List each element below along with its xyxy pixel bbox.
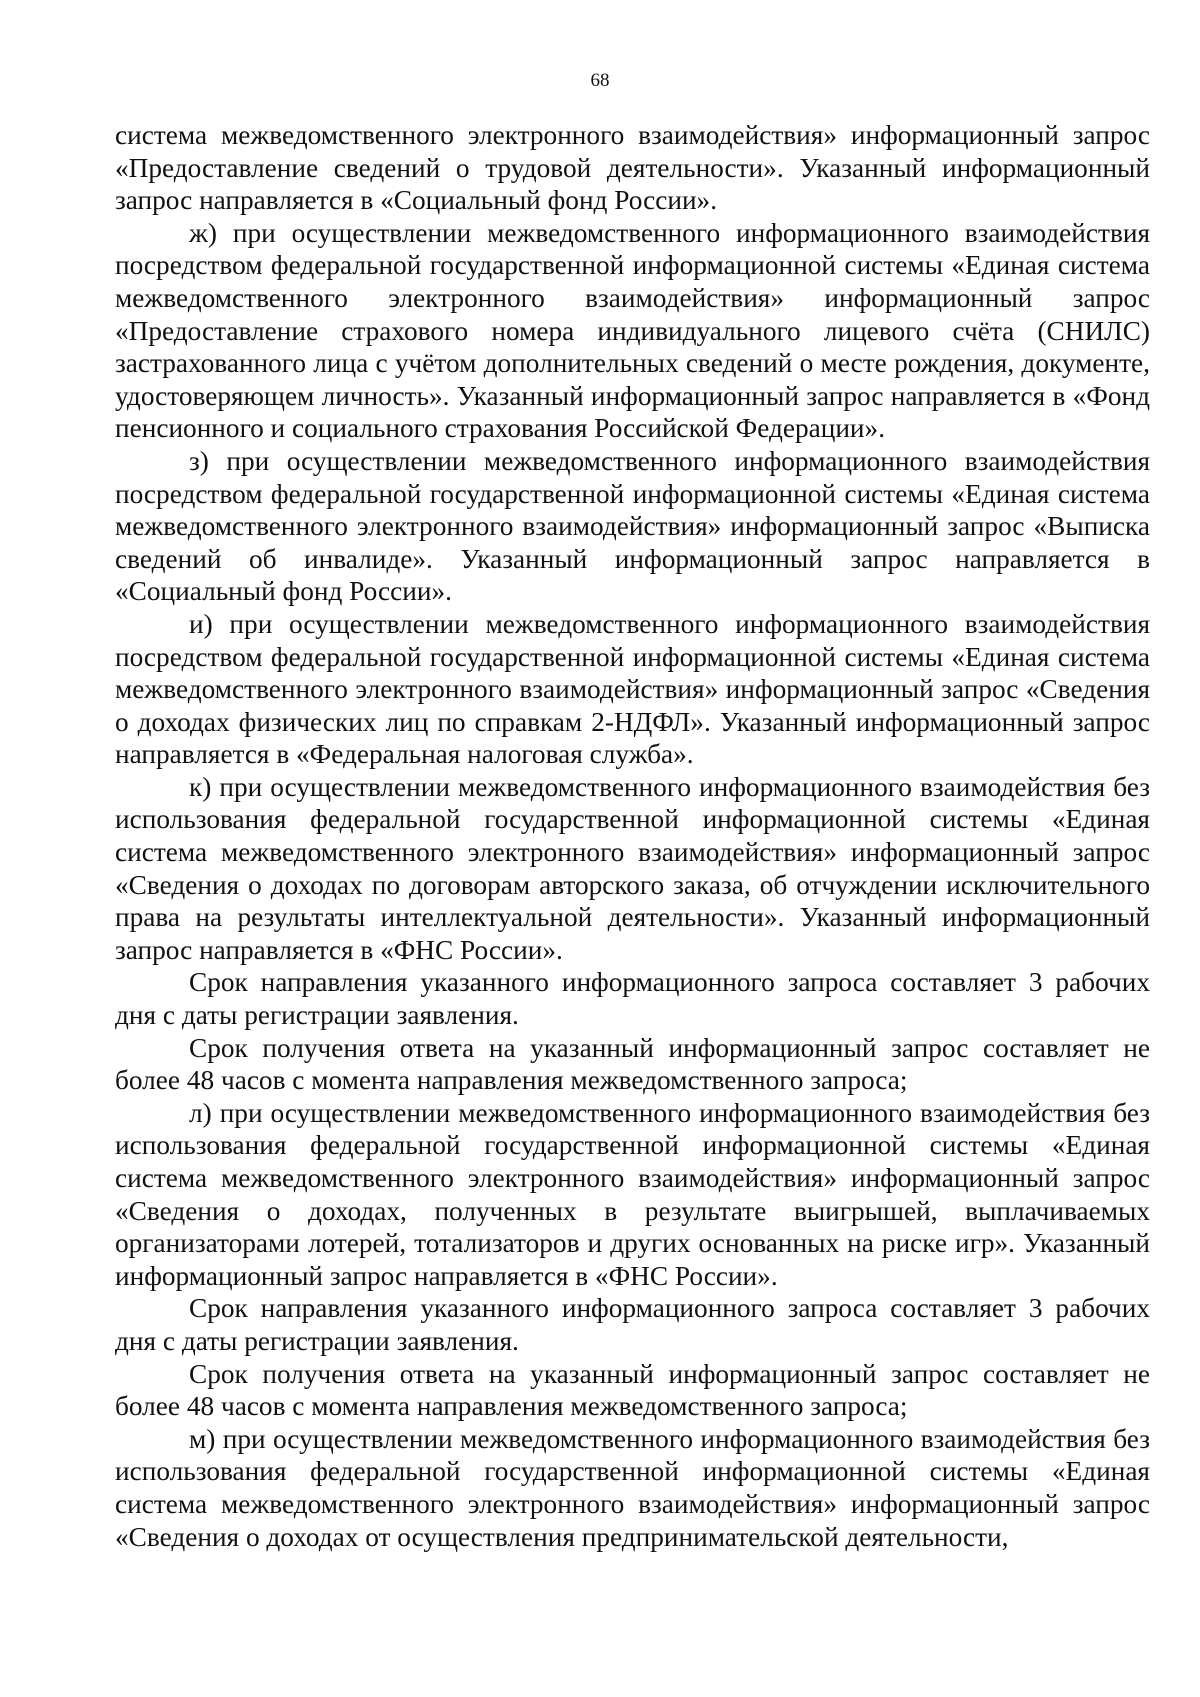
page-number: 68 — [590, 70, 610, 91]
paragraph-item-k: к) при осуществлении межведомственного информационного взаимодействия без использования федеральной государственной информационной системы «Единая система межведомственного электронного взаимодействия» информационный запрос «Сведения о доходах по договорам авторского заказа, об отчуждении исключительного права на результаты интеллектуальной деятельности». Указанный информационный запрос направляется в «ФНС России». — [115, 771, 1150, 965]
paragraph-deadline-send: Срок направления указанного информационного запроса составляет 3 рабочих дня с даты регистрации заявления. — [115, 1293, 1150, 1356]
paragraph-deadline-send: Срок направления указанного информационного запроса составляет 3 рабочих дня с даты регистрации заявления. — [115, 967, 1150, 1031]
paragraph-deadline-response: Срок получения ответа на указанный информационный запрос составляет не более 48 часов с момента направления межведомственного запроса; — [115, 1358, 1150, 1422]
paragraph-item-l: л) при осуществлении межведомственного информационного взаимодействия без использования федеральной государственной информационной системы «Единая система межведомственного электронного взаимодействия» информационный запрос «Сведения о доходах, полученных в результате выигрышей, выплачиваемых организаторами лотерей, тотализаторов и других основанных на риске игр». Указанный информационный запрос направляется в «ФНС России». — [115, 1097, 1150, 1291]
paragraph-deadline-response: Срок получения ответа на указанный информационный запрос составляет не более 48 часов с момента направления межведомственного запроса; — [115, 1032, 1150, 1096]
paragraph-item-m: м) при осуществлении межведомственного информационного взаимодействия без использования федеральной государственной информационной системы «Единая система межведомственного электронного взаимодействия» информационный запрос «Сведения о доходах от осуществления предпринимательской деятельности, — [115, 1423, 1150, 1552]
paragraph-item-zh: ж) при осуществлении межведомственного информационного взаимодействия посредством федеральной государственной информационной системы «Единая система межведомственного электронного взаимодействия» информационный запрос «Предоставление страхового номера индивидуального лицевого счёта (СНИЛС) застрахованного лица с учётом дополнительных сведений о месте рождения, документе, удостоверяющем личность». Указанный информационный запрос направляется в «Фонд пенсионного и социального страхования Российской Федерации». — [115, 217, 1150, 444]
document-body — [115, 119, 1150, 1553]
paragraph-item-z: з) при осуществлении межведомственного информационного взаимодействия посредством федеральной государственной информационной системы «Единая система межведомственного электронного взаимодействия» информационный запрос «Выписка сведений об инвалиде». Указанный информационный запрос направляется в «Социальный фонд России». — [115, 445, 1150, 607]
paragraph-continuation: система межведомственного электронного взаимодействия» информационный запрос «Предоставление сведений о трудовой деятельности». Указанный информационный запрос направляется в «Социальный фонд России». — [115, 120, 1150, 216]
paragraph-item-i: и) при осуществлении межведомственного информационного взаимодействия посредством федеральной государственной информационной системы «Единая система межведомственного электронного взаимодействия» информационный запрос «Сведения о доходах физических лиц по справкам 2-НДФЛ». Указанный информационный запрос направляется в «Федеральная налоговая служба». — [115, 608, 1150, 770]
